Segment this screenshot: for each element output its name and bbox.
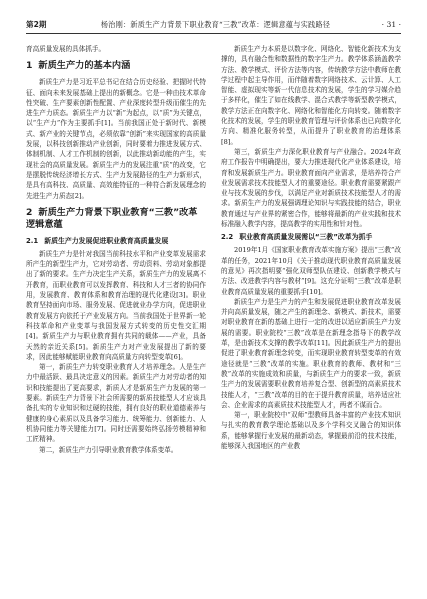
paragraph: 新质生产力本质是以数字化、网络化、智能化新技术为支撑的，具有融合性和数据性的数字生产力。教学体系涵盖教学方法、教学模式、评价方法等内容，传统教学方法中教师在教学过程中起主导作用，而伴随着数字网络技术、云计算、人工智能、虚拟现实等新一代信息技术的发展，学生的学习媒介趋于多样化，催生了如在线教学、混合式教学等新型教学模式，教学方法正在向数字化、网络化和智能化方向转变。随着数字化技术的发展，学生的职业教育管理与评价体系也已向数字化方向、精准化服务转型，从而提升了职业教育的治理体系[8]。 [221, 45, 401, 146]
paragraph: 2019年1月《国家职业教育改革实施方案》提出“三教”改革的任务，2021年10月《关于推动现代职业教育高质量发展的意见》再次指明要“强化双师型队伍建设、创新教学模式与方法、改进教学内容与教材”[9]。这充分证明“三教”改革是职业教育高质量发展的重要抓手[10]。 [221, 246, 401, 296]
subsection-title: 新质生产力发展促进职业教育高质量发展 [44, 236, 169, 245]
header-rule [26, 33, 401, 34]
section-title: 新质生产力背景下职业教育“三教”改革逻辑意蕴 [26, 206, 198, 230]
left-column [26, 44, 206, 455]
issue-number: 第2期 [26, 20, 47, 29]
paragraph: 新质生产力是习近平总书记在结合历史经验、把握时代特征、面向未来发展基础上提出的新概念。它是一种由技术革命性突破、生产要素创新性配置、产业深度转型升级而催生的先进生产力质态。新质生产力以“新”为起点，以“质”为关键点，以“生产力”作为主要抓手[1]。当前我国正处于新时代、新模式、新产业的关键节点，必须依靠“创新”来实现国家的高质量发展，以科技创新推动产业创新，同时要着力推进发展方式、体制机制、人才工作机制的创新，以此推动新动能的产生，实现社会的高质量发展。新质生产力的发展注重“质”的改变，它是摆脱传统经济增长方式、生产力发展路径的生产力新形式，是具有高科技、高质量、高效能特征的一种符合新发展理念的先进生产力质态[2]。 [26, 78, 206, 200]
running-title: 杨治刚：新质生产力背景下职业教育“三教”改革：逻辑意蕴与实践路径 [100, 20, 331, 29]
section-number: 2 [26, 206, 33, 218]
subsection-number: 2.2 [221, 233, 234, 242]
paragraph: 第一，职业院校中“双师”型教师具备丰富的产业技术知识与扎实的教育教学理论基础以及多个学科交叉融合的知识体系，能够掌握行业发展的最新动态，掌握最前沿的技术技能，能够深入我国地区的产业教 [221, 411, 401, 450]
subsection-title: 职业教育高质量发展需以“三教”改革为抓手 [239, 233, 373, 242]
paragraph: 第一，新质生产力转变职业教育人才培养理念。人是生产力中最活跃、最具决定意义的因素。新质生产力对劳动者的知识和技能提出了更高要求，新质人才是新质生产力发展的第一要素。新质生产力背景下社会所需要的新质技能型人才应该具备扎实的专业知识和过硬的技能，拥有良好的职业道德素养与健康的身心素质以及具备学习能力、统筹能力、创新能力、人机协同能力等关键能力[7]。同时还需要始终弘扬劳模精神和工匠精神。 [26, 363, 206, 444]
running-header [26, 17, 401, 32]
paragraph: 新质生产力是生产力的产生和发展促进职业教育改革发展并向高质量发展，随之产生的新理念、新模式、新技术，需要对职业教育在新的基础上进行一定的改进以适应新质生产力发展的需要。职业院校“三教”改革是在新理念指导下的教学改革，是由新技术支撑的教学改革[11]。因此新质生产力的提出促进了职业教育新理念转变，而实现职业教育转型变革的有效途径就是“三教”改革的实施。职业教育的教师、教材和“三教”改革的实施成效和质量，与新质生产力的要求一致，新质生产力的发展需要职业教育培养复合型、创新型的高素质技术技能人才，“三教”改革的目的在于提升教育质量，培养适应社会、企业需求的高素质技术技能型人才，两者不谋而合。 [221, 297, 401, 409]
subsection-number: 2.1 [26, 236, 39, 245]
section-heading-2 [26, 207, 206, 231]
section-number: 1 [26, 60, 33, 72]
subsection-heading-2-2 [221, 232, 401, 242]
paragraph: 第二，新质生产力引导职业教育教学体系变革。 [39, 445, 178, 454]
section-heading-1 [26, 60, 206, 72]
paragraph: 第三，新质生产力深化职业教育与产业融合。2024年政府工作报告中明确提出，要大力推进现代化产业体系建设，培育和发展新质生产力。职业教育面向产业需求，是培养符合产业发展需求技术技能型人才的重要途径。职业教育需要紧跟产业与技术发展的步伐，以满足产业对新质技术技能型人才的需求。新质生产力的发展强调理论知识与实践技能的结合，职业教育通过与产业界的紧密合作，能够将最新的产业实践和技术标准融入教学内容，提高教学的实用性和针对性。 [221, 147, 401, 229]
section-title: 新质生产力的基本内涵 [38, 60, 131, 72]
subsection-heading-2-1 [26, 236, 206, 246]
right-column [221, 44, 401, 451]
page-number: · 31 · [381, 20, 401, 29]
paragraph: 新质生产力是针对我国当前科技水平和产业变革发展需求所产生的新型生产力，它对劳动者、劳动资料、劳动对象都提出了新的要求。生产力决定生产关系，新质生产力的发展离不开教育，而职业教育可以发挥教育、科技和人才三者的协同作用，发展教育、教育体系和教育治理的现代化建设[3]。职业教育坚持面向市场、服务发展、促进就业办学方向，促进职业教育发展方向依托于产业发展方向。当前我国处于世界新一轮科技革命和产业变革与我国发展方式转变的历史性交汇期[4]。新质生产力与职业教育拥有共同的载体——产业，具备天然的亲近关系[5]。新质生产力对产业发展提出了新的要求，因此能够赋能职业教育向高质量方向转型变革[6]。 [26, 249, 206, 361]
paragraph-intro: 育高质量发展的具体抓手。 [26, 45, 106, 53]
